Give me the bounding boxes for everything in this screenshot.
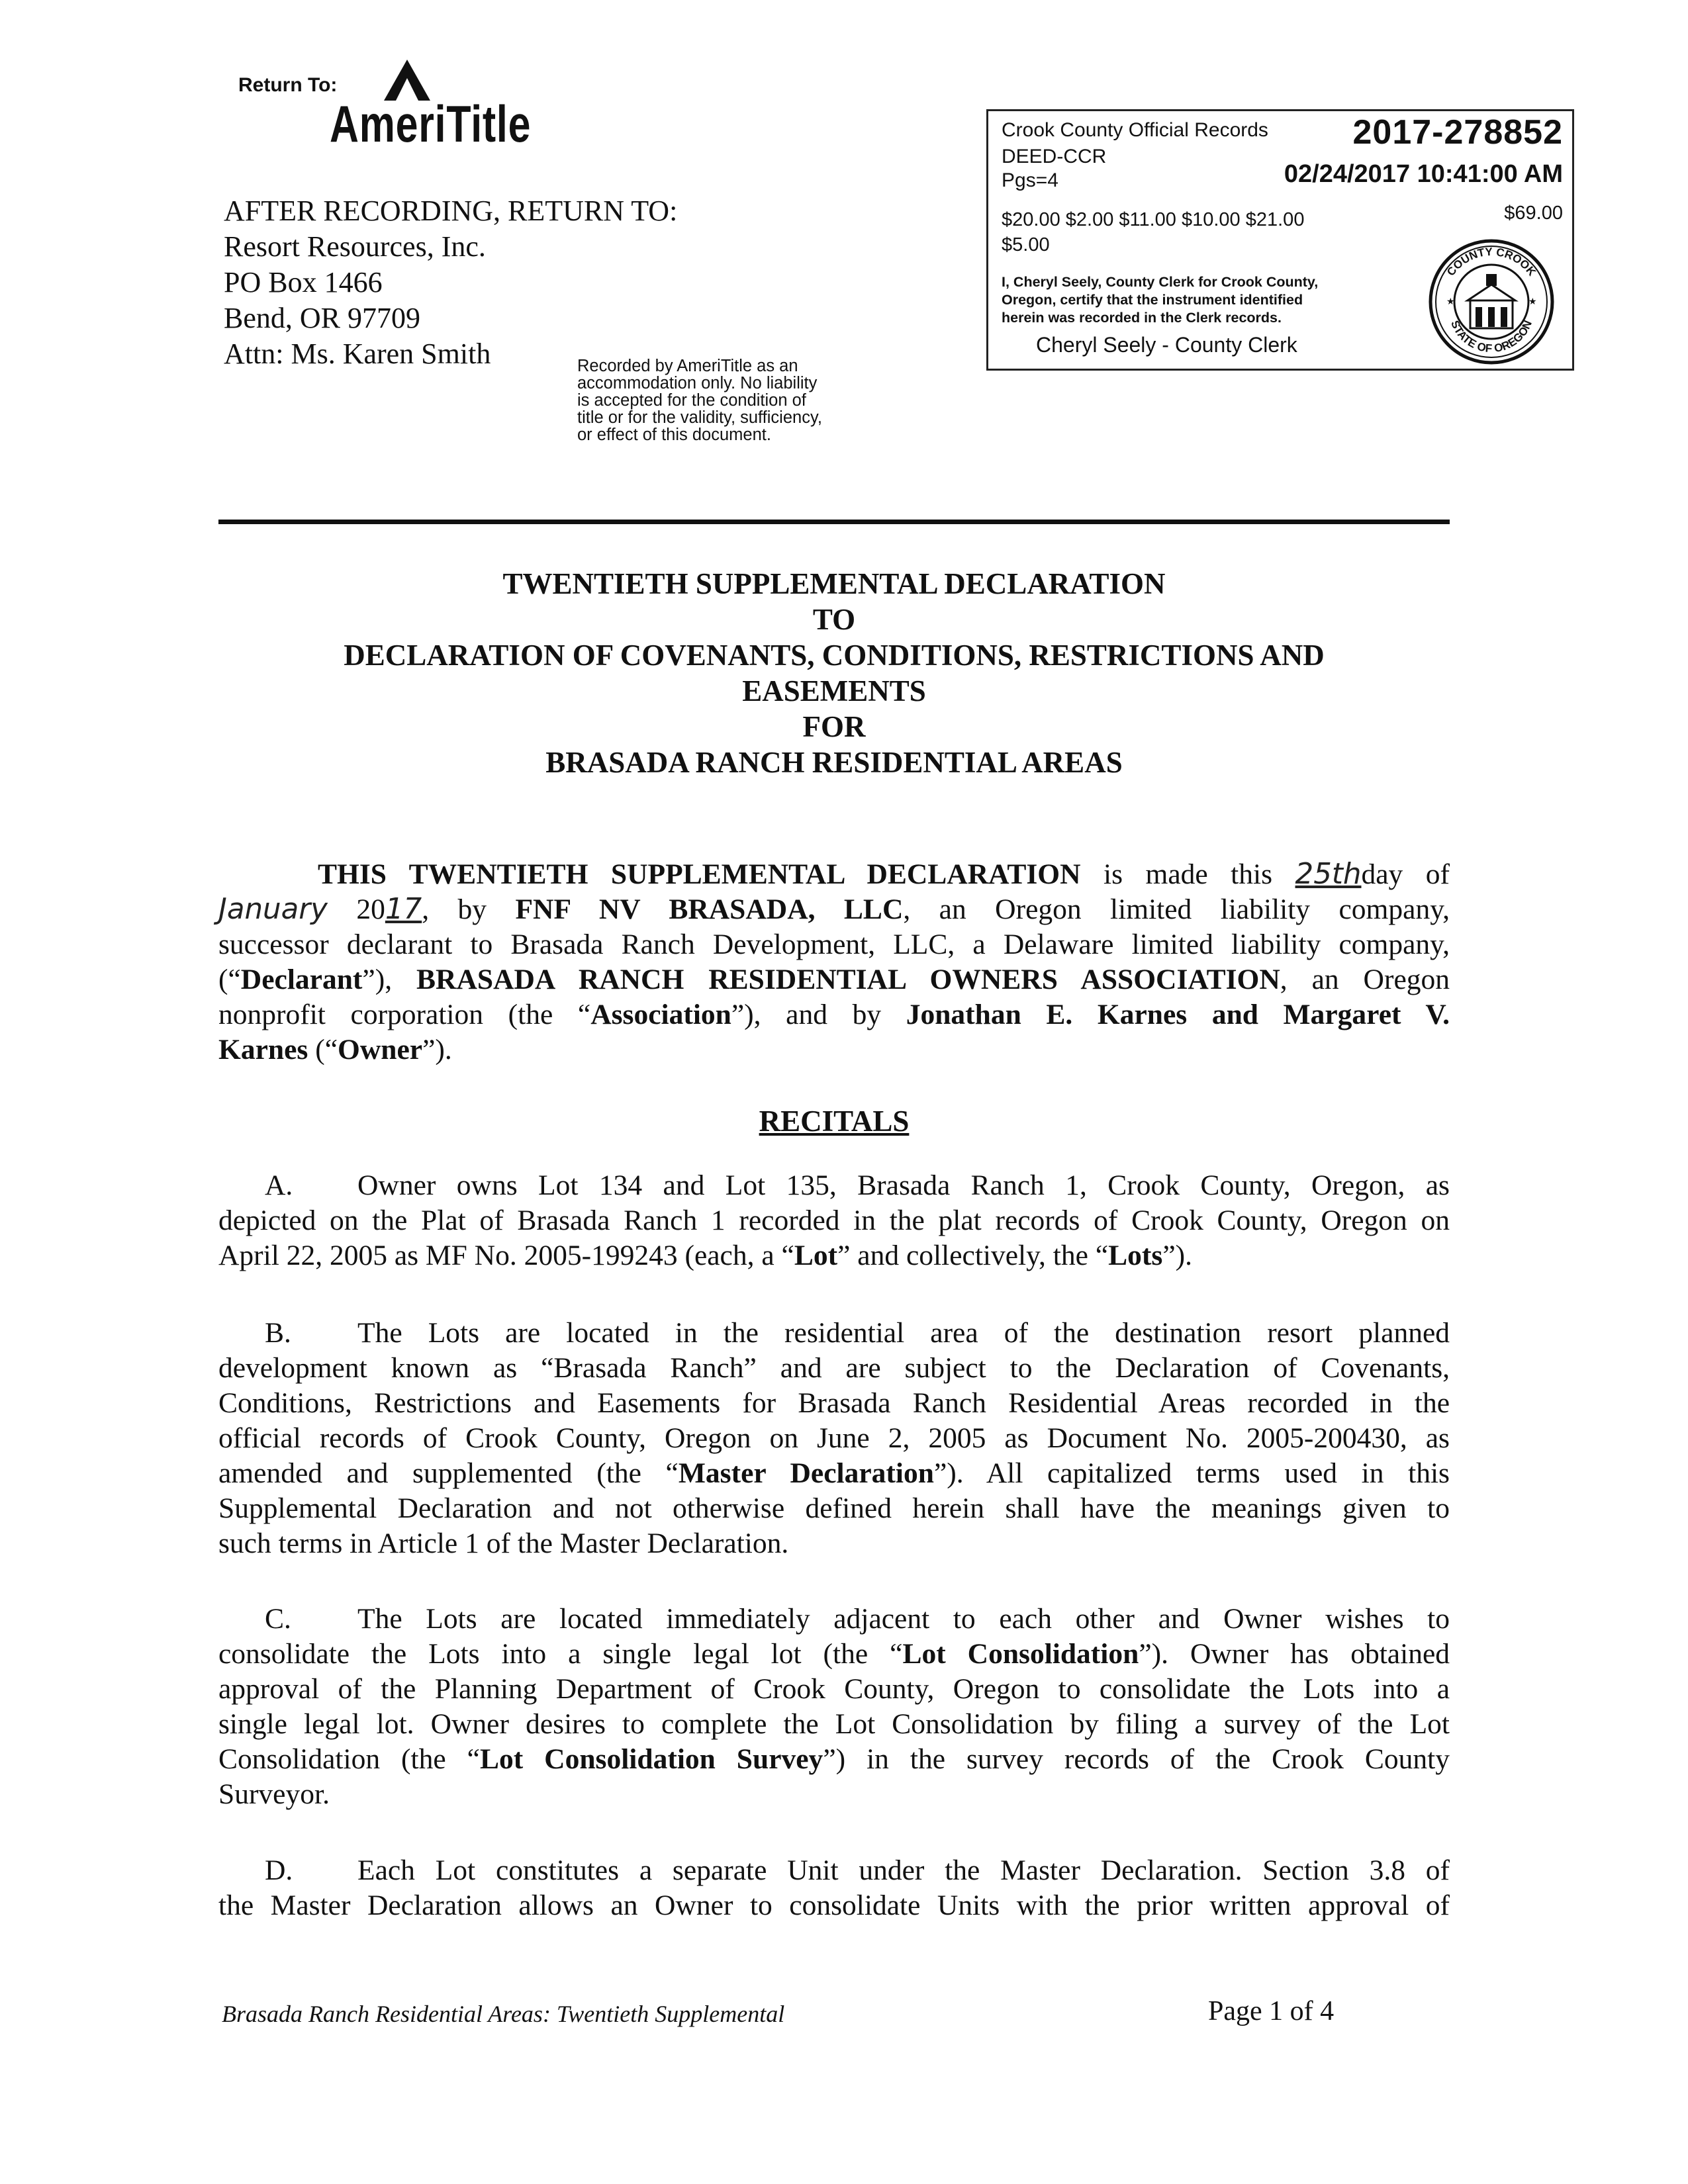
recording-total: $69.00: [1504, 203, 1563, 224]
quote-close: ”),: [362, 964, 393, 995]
recital-a-line: depicted on the Plat of Brasada Ranch 1 recorded in the plat records of Crook County, Oregon on: [218, 1205, 1450, 1236]
recording-datetime: 02/24/2017 10:41:00 AM: [1284, 160, 1563, 188]
seal-bottom-text: STATE OF OREGON: [1448, 318, 1535, 355]
recital-c-text: ”) in the survey records of the Crook County: [823, 1743, 1450, 1775]
intro-line-2: [218, 892, 1450, 927]
recital-letter: D.: [265, 1854, 293, 1886]
recital-c-line: approval of the Planning Department of Crook County, Oregon to consolidate the Lots into a: [218, 1673, 1450, 1705]
recital-a-line: [218, 1238, 1450, 1273]
logo-return-to: Return To:: [238, 74, 338, 96]
quote-close: ”).: [422, 1034, 452, 1066]
recital-c-text: Consolidation (the “: [218, 1743, 480, 1775]
declarant-term: Declarant: [240, 964, 363, 995]
ameritite-logo: [238, 60, 556, 159]
title-line: FOR: [802, 710, 866, 743]
recording-document-number: 2017-278852: [1352, 113, 1563, 152]
recital-c-text: ”). Owner has obtained: [1139, 1638, 1450, 1670]
recital-a-text: April 22, 2005 as MF No. 2005-199243 (each, a “: [218, 1240, 794, 1271]
intro-line-4-rest: , an Oregon: [1280, 964, 1450, 995]
association-term: Association: [590, 999, 731, 1030]
handwritten-year: 17: [385, 893, 422, 926]
recital-c-text: consolidate the Lots into a single legal lot (the “: [218, 1638, 903, 1670]
disclaimer-line: or effect of this document.: [577, 426, 771, 444]
intro-line-5-mid: ”), and by: [731, 999, 882, 1030]
intro-line-5-start: nonprofit corporation (the “: [218, 999, 591, 1030]
recital-b-text: The Lots are located in the residential area of the destination resort planned: [357, 1317, 1450, 1349]
recital-b-text: ”). All capitalized terms used in this: [933, 1457, 1450, 1489]
handwritten-day: 25th: [1295, 858, 1362, 891]
recital-b: [218, 1316, 1450, 1561]
title-line: DECLARATION OF COVENANTS, CONDITIONS, RESTRICTIONS AND: [344, 639, 1325, 672]
recital-c-line: [218, 1637, 1450, 1672]
lot-consolidation-term: Lot Consolidation: [902, 1638, 1139, 1670]
recording-certification: [1002, 273, 1399, 327]
recital-a-text: Owner owns Lot 134 and Lot 135, Brasada Ranch 1, Crook County, Oregon, as: [357, 1169, 1450, 1201]
recital-b-line: [218, 1456, 1450, 1491]
recital-d: [218, 1853, 1450, 1923]
intro-made-this: is made this: [1103, 858, 1273, 890]
logo-wordmark: AmeriTitle: [330, 95, 532, 153]
intro-line-4: [218, 962, 1450, 997]
certification-line: herein was recorded in the Clerk records.: [1002, 310, 1282, 326]
association-name: BRASADA RANCH RESIDENTIAL OWNERS ASSOCIATION: [416, 964, 1280, 995]
return-city: Bend, OR 97709: [224, 302, 420, 334]
master-declaration-term: Master Declaration: [678, 1457, 934, 1489]
recording-disclaimer: [577, 357, 882, 443]
county-seal-icon: [1425, 236, 1558, 368]
recording-fees: $20.00 $2.00 $11.00 $10.00 $21.00: [1002, 209, 1305, 230]
recital-c-text: The Lots are located immediately adjacent to each other and Owner wishes to: [357, 1603, 1450, 1635]
intro-day-of: day of: [1361, 858, 1450, 890]
return-address-block: [224, 193, 677, 372]
intro-line-5: [218, 997, 1450, 1032]
recital-c-line: single legal lot. Owner desires to complete the Lot Consolidation by filing a survey of the Lot: [218, 1708, 1450, 1740]
recital-c-line: Surveyor.: [218, 1778, 330, 1810]
recital-letter: B.: [265, 1317, 291, 1349]
owner-term: Owner: [338, 1034, 423, 1066]
intro-line-6: [218, 1032, 1450, 1068]
recital-b-line: such terms in Article 1 of the Master Declaration.: [218, 1527, 789, 1559]
certification-line: I, Cheryl Seely, County Clerk for Crook County,: [1002, 274, 1319, 290]
recital-letter: C.: [265, 1603, 291, 1635]
intro-line-2-rest: , an Oregon limited liability company,: [903, 893, 1450, 925]
recital-b-line: official records of Crook County, Oregon on June 2, 2005 as Document No. 2005-200430, as: [218, 1422, 1450, 1454]
recital-c-line: [218, 1602, 1450, 1637]
intro-year-prefix: 20: [356, 893, 385, 925]
recital-a-text: ” and collectively, the “: [837, 1240, 1109, 1271]
intro-lead: THIS TWENTIETH SUPPLEMENTAL DECLARATION: [318, 858, 1081, 890]
disclaimer-line: Recorded by AmeriTitle as an: [577, 357, 798, 375]
recording-county: Crook County Official Records: [1002, 119, 1268, 141]
return-attention: Attn: Ms. Karen Smith: [224, 338, 491, 370]
recital-a-text: ”).: [1162, 1240, 1192, 1271]
recital-b-line: Conditions, Restrictions and Easements for Brasada Ranch Residential Areas recorded in the: [218, 1387, 1450, 1419]
document-title: [218, 566, 1450, 780]
footer-page-number: Page 1 of 4: [1208, 1996, 1335, 2026]
intro-line-3: successor declarant to Brasada Ranch Development, LLC, a Delaware limited liability company,: [218, 929, 1450, 960]
recording-clerk: Cheryl Seely - County Clerk: [1036, 333, 1297, 357]
intro-by: , by: [422, 893, 487, 925]
owner-names-cont: Karnes: [218, 1034, 308, 1066]
title-line: EASEMENTS: [742, 674, 926, 707]
certification-line: Oregon, certify that the instrument identified: [1002, 292, 1303, 308]
recital-d-line: the Master Declaration allows an Owner to consolidate Units with the prior written approval of: [218, 1889, 1450, 1921]
svg-text:★: ★: [1446, 296, 1455, 306]
quote-open: (“: [315, 1034, 338, 1066]
recording-doc-type: DEED-CCR: [1002, 146, 1107, 167]
return-heading: AFTER RECORDING, RETURN TO:: [224, 195, 678, 227]
return-company: Resort Resources, Inc.: [224, 230, 486, 263]
intro-paragraph: [218, 857, 1450, 1068]
recital-b-line: Supplemental Declaration and not otherwise defined herein shall have the meanings given to: [218, 1492, 1450, 1524]
intro-line-1: [218, 857, 1450, 892]
lot-term: Lot: [794, 1240, 838, 1271]
footer-document-name: Brasada Ranch Residential Areas: Twentieth Supplemental: [222, 2001, 785, 2027]
county-recording-stamp: [986, 109, 1574, 371]
recital-d-text: Each Lot constitutes a separate Unit under the Master Declaration. Section 3.8 of: [357, 1854, 1450, 1886]
title-line: BRASADA RANCH RESIDENTIAL AREAS: [545, 746, 1123, 779]
header-divider: [218, 520, 1450, 524]
title-line: TWENTIETH SUPPLEMENTAL DECLARATION: [502, 567, 1166, 600]
handwritten-month: January: [218, 893, 328, 926]
title-line: TO: [812, 603, 856, 636]
recording-page-count: Pgs=4: [1002, 169, 1058, 191]
recital-letter: A.: [265, 1169, 293, 1201]
lot-consolidation-survey-term: Lot Consolidation Survey: [479, 1743, 823, 1775]
seal-top-text: COUNTY CROOK: [1444, 245, 1538, 279]
recital-a-line: [218, 1168, 1450, 1203]
recital-c-line: [218, 1742, 1450, 1777]
disclaimer-line: is accepted for the condition of: [577, 391, 806, 410]
recitals-heading: RECITALS: [759, 1105, 910, 1138]
recital-b-text: amended and supplemented (the “: [218, 1457, 679, 1489]
quote-open: (“: [218, 964, 241, 995]
recital-d-line: [218, 1853, 1450, 1888]
recital-b-line: development known as “Brasada Ranch” and are subject to the Declaration of Covenants,: [218, 1352, 1450, 1384]
recital-c: [218, 1602, 1450, 1812]
declarant-name: FNF NV BRASADA, LLC: [515, 893, 904, 925]
disclaimer-line: accommodation only. No liability: [577, 374, 818, 392]
owner-names: Jonathan E. Karnes and Margaret V.: [906, 999, 1450, 1030]
recording-fees-line2: $5.00: [1002, 234, 1050, 255]
lots-term: Lots: [1108, 1240, 1163, 1271]
svg-text:★: ★: [1528, 296, 1537, 306]
recital-b-line: [218, 1316, 1450, 1351]
disclaimer-line: title or for the validity, sufficiency,: [577, 408, 822, 427]
recital-a: [218, 1168, 1450, 1273]
return-po-box: PO Box 1466: [224, 266, 383, 298]
